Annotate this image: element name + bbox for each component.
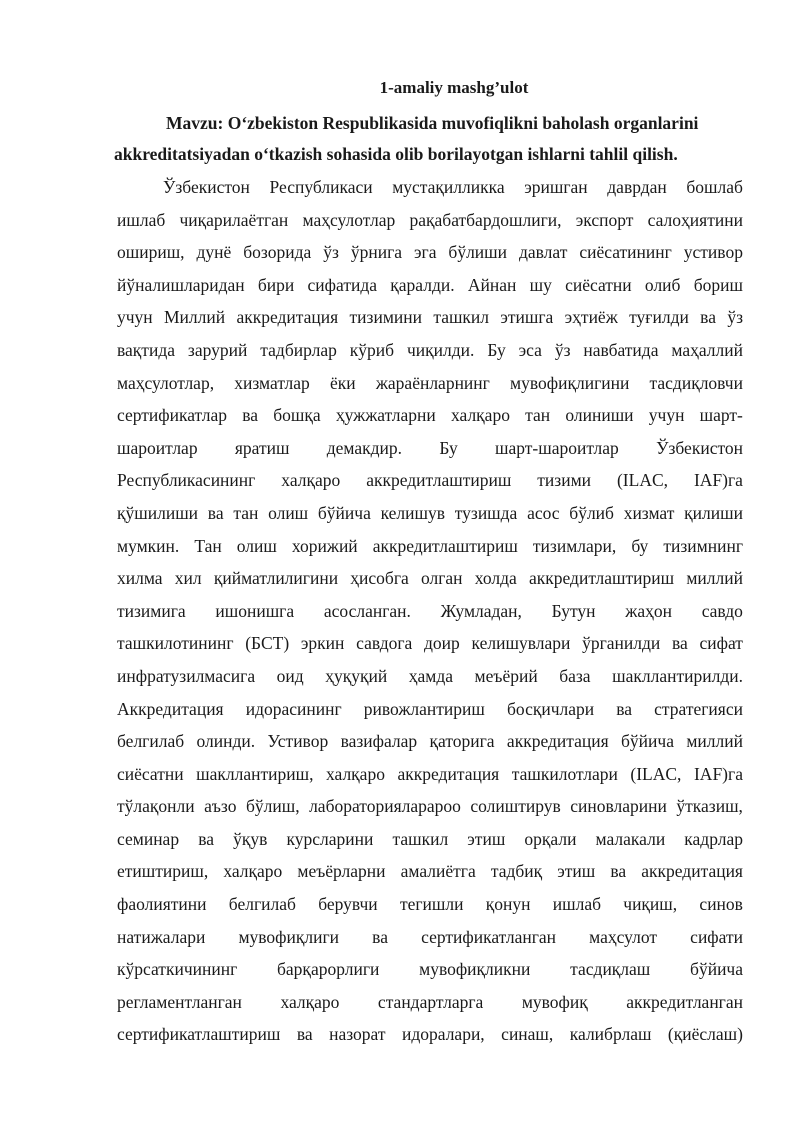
word: шарт- (699, 405, 743, 426)
word: ва (700, 307, 716, 328)
word: бошқа (273, 405, 321, 426)
paragraph-line (117, 986, 743, 1019)
word: чиқиш, (623, 894, 678, 915)
word: ўз (323, 242, 339, 263)
word: ишлаб (552, 894, 601, 915)
topic-line-1: Mavzu: O‘zbekiston Respublikasida muvofiqlikni baholash organlarini (166, 113, 699, 133)
word: этиш (467, 828, 506, 849)
word: ташкилотлари (511, 763, 618, 784)
word: маҳсулот (589, 926, 658, 947)
word: ва (296, 1024, 313, 1045)
word: тизимига (117, 600, 186, 621)
word: идоралари, (402, 1024, 485, 1045)
paragraph-line (117, 693, 743, 726)
word: орқали (524, 828, 577, 849)
word: олиб (644, 274, 681, 295)
word: назорат (329, 1024, 386, 1045)
topic-line-2: akkreditatsiyadan o‘tkazish sohasida olib borilayotgan ishlarni tahlil qilish. (114, 144, 678, 164)
word: олган (420, 568, 463, 589)
word: бири (257, 274, 295, 295)
paragraph-line (117, 758, 743, 791)
word: сертификатланган (421, 926, 557, 947)
paragraph-line (117, 855, 743, 888)
word: олиш (236, 535, 277, 556)
word: бориш (693, 274, 743, 295)
word: бўйича (621, 731, 674, 752)
word: вақтида (117, 339, 175, 360)
word: ошириш, (117, 242, 185, 263)
word: қўшилиши (117, 502, 199, 523)
word: демакдир. (326, 437, 403, 458)
word: Бу (487, 339, 506, 360)
word: мувофиқлигини (510, 372, 630, 393)
paragraph-line (117, 790, 743, 823)
word: регламентланган (117, 991, 242, 1012)
word: босқичлари (506, 698, 595, 719)
word: инфратузилмасига (117, 665, 256, 686)
word: сифати (690, 926, 743, 947)
paragraph-line (117, 921, 743, 954)
word: аккредитлаштириш (372, 535, 518, 556)
word: Жумладан, (440, 600, 522, 621)
word: (ILAC, (630, 763, 682, 784)
word: мувофиқ (521, 991, 588, 1012)
word: бўлиши (448, 242, 508, 263)
word: аккредитация (397, 763, 500, 784)
word: IAF)га (693, 470, 743, 491)
paragraph-line (117, 171, 743, 204)
word: доир (424, 633, 460, 654)
word: тан (525, 405, 551, 426)
word: эришган (524, 177, 588, 197)
word: аккредитация (236, 307, 339, 328)
word: чиқарилаётган (179, 209, 289, 230)
word: давлат (518, 242, 568, 263)
word: эса (518, 339, 542, 360)
word: Бу (439, 437, 458, 458)
word: учун (117, 307, 153, 328)
word: этиш (557, 861, 596, 882)
word: сертификатлар (117, 405, 227, 426)
word: Миллий (164, 307, 226, 328)
word: ва (242, 405, 259, 426)
word: даврдан (607, 177, 667, 197)
word: берувчи (318, 894, 378, 915)
paragraph-line (117, 497, 743, 530)
word: қилиши (684, 502, 743, 523)
word: тасдиқлаш (570, 959, 651, 980)
word: сиёсатининг (579, 242, 672, 263)
word: ва (207, 502, 224, 523)
paragraph-line (117, 236, 743, 269)
word: келишув (380, 502, 445, 523)
word: ва (671, 633, 688, 654)
word: бозорида (243, 242, 312, 263)
word: ҳамда (408, 665, 454, 686)
word: маҳсулотлар, (117, 372, 215, 393)
word: меъёрларни (297, 861, 386, 882)
word: Ўзбекистон (163, 177, 250, 197)
word: ўрганилди (582, 633, 661, 654)
word: эга (414, 242, 437, 263)
word: шароитлар (117, 437, 198, 458)
word: белгилаб (117, 731, 185, 752)
word: кўрсаткичининг (117, 959, 238, 980)
word: оид (276, 665, 304, 686)
word: жараёнларнинг (375, 372, 490, 393)
word: Республикасининг (117, 470, 256, 491)
word: вазифалар (340, 731, 418, 752)
word: эркин (300, 633, 345, 654)
word: эҳтиёж (564, 307, 618, 328)
word: хизматлар (234, 372, 310, 393)
word: белгилаб (228, 894, 296, 915)
word: тадбирлар (260, 339, 337, 360)
word: синовларини (570, 796, 667, 817)
word: меъёрий (474, 665, 538, 686)
word: сифат (699, 633, 743, 654)
word: дунё (196, 242, 232, 263)
word: сифатида (307, 274, 378, 295)
word: савдо (701, 600, 743, 621)
word: ишлаб (117, 209, 166, 230)
paragraph-line (117, 660, 743, 693)
word: Тан (194, 535, 222, 556)
word: кадрлар (684, 828, 743, 849)
paragraph-line (117, 269, 743, 302)
word: (ILAC, (616, 470, 668, 491)
word: мувофиқлиги (238, 926, 340, 947)
word: Республикаси (269, 177, 373, 197)
word: қаралди. (390, 274, 455, 295)
word: йўналишларидан (117, 274, 245, 295)
practical-lesson-title: 1-amaliy mashg’ulot (379, 78, 529, 97)
word: тасдиқловчи (649, 372, 743, 393)
word: хил (174, 568, 202, 589)
word: учун (648, 405, 685, 426)
paragraph-line (117, 464, 743, 497)
word: IAF)га (693, 763, 743, 784)
paragraph-line (117, 595, 743, 628)
word: халқаро (326, 763, 385, 784)
word: жаҳон (625, 600, 672, 621)
word: холда (474, 568, 517, 589)
word: келишувлари (471, 633, 571, 654)
word: сиёсатни (565, 274, 632, 295)
word: савдога (356, 633, 413, 654)
word: ҳисобга (350, 568, 409, 589)
word: етиштириш, (117, 861, 209, 882)
word: тадбиқ (490, 861, 543, 882)
word: тизимини (349, 307, 422, 328)
word: кўриб (349, 339, 395, 360)
word: идорасининг (245, 698, 342, 719)
word: малакали (595, 828, 666, 849)
paragraph-line (117, 562, 743, 595)
paragraph-line (117, 725, 743, 758)
word: тан (233, 502, 259, 523)
paragraph-line (117, 399, 743, 432)
word: халқаро (280, 991, 340, 1012)
word: олиниши (565, 405, 634, 426)
word: (БСТ) (245, 633, 290, 654)
word: сиёсатни (117, 763, 184, 784)
word: мумкин. (117, 535, 180, 556)
paragraph-line (117, 953, 743, 986)
paragraph-line (117, 367, 743, 400)
word: ташкил (392, 828, 449, 849)
word: тузишда (454, 502, 518, 523)
word: навбатида (583, 339, 659, 360)
word: ўз (727, 307, 743, 328)
word: солиштирув (470, 796, 561, 817)
word: тизими (537, 470, 592, 491)
word: экспорт (575, 209, 634, 230)
word: туғилди (629, 307, 689, 328)
paragraph-line (117, 627, 743, 660)
word: бўлиб (569, 502, 614, 523)
word: ривожлантириш (363, 698, 485, 719)
word: стандартларга (377, 991, 484, 1012)
word: ва (616, 698, 633, 719)
word: ва (372, 926, 388, 947)
word: маҳсулотлар (302, 209, 396, 230)
word: яратиш (234, 437, 290, 458)
word: аккредитлаштириш (529, 568, 675, 589)
word: семинар (117, 828, 180, 849)
word: натижалари (117, 926, 206, 947)
word: зарурий (187, 339, 248, 360)
word: Ўзбекистон (656, 437, 743, 458)
word: Бутун (551, 600, 596, 621)
word: аккредитация (641, 861, 743, 882)
word: маҳаллий (671, 339, 743, 360)
word: база (559, 665, 591, 686)
word: халқаро (223, 861, 283, 882)
word: калибрлаш (569, 1024, 652, 1045)
word: қаторига (429, 731, 495, 752)
word: шакллантириш, (196, 763, 314, 784)
word: бошлаб (686, 177, 743, 197)
word: бўйича (690, 959, 743, 980)
word: аккредитланган (626, 991, 743, 1012)
word: хизмат (623, 502, 675, 523)
paragraph-line (117, 823, 743, 856)
body-paragraph (117, 171, 743, 1051)
paragraph-line (117, 334, 743, 367)
word: хилма (117, 568, 163, 589)
word: тизимлари, (532, 535, 617, 556)
word: тегишли (399, 894, 464, 915)
word: шарт-шароитлар (494, 437, 619, 458)
word: чиқилди. (406, 339, 475, 360)
word: аъзо (204, 796, 237, 817)
topic-heading (114, 108, 744, 170)
word: курсларини (286, 828, 374, 849)
word: ташкил (433, 307, 490, 328)
word: халқаро (451, 405, 510, 426)
word: қийматлилигини (213, 568, 339, 589)
word: ва (610, 861, 627, 882)
word: тўлақонли (117, 796, 195, 817)
word: ҳуқуқий (325, 665, 388, 686)
word: тизимнинг (663, 535, 743, 556)
word: миллий (686, 731, 743, 752)
word: ёки (329, 372, 356, 393)
word: ҳужжатларни (335, 405, 436, 426)
word: асос (527, 502, 560, 523)
word: ўқув (233, 828, 268, 849)
word: қонун (485, 894, 531, 915)
word: барқарорлиги (277, 959, 380, 980)
word: ўрнига (350, 242, 403, 263)
word: стратегияси (654, 698, 743, 719)
word: бу (631, 535, 649, 556)
word: ўтказиш, (676, 796, 743, 817)
paragraph-line (117, 888, 743, 921)
word: синаш, (501, 1024, 554, 1045)
word: синов (699, 894, 743, 915)
paragraph-line (117, 301, 743, 334)
word: миллий (686, 568, 743, 589)
word: хорижий (291, 535, 358, 556)
word: мувофиқликни (419, 959, 531, 980)
word: Устивор (267, 731, 329, 752)
word: шакллантирилди. (612, 665, 743, 686)
word: ўз (554, 339, 571, 360)
word: олиш (268, 502, 309, 523)
word: шу (529, 274, 552, 295)
word: этишга (500, 307, 554, 328)
paragraph-line (117, 432, 743, 465)
word: амалиётга (400, 861, 476, 882)
word: рақабатбардошлиги, (409, 209, 562, 230)
word: олинди. (196, 731, 256, 752)
word: бўйича (317, 502, 371, 523)
word: лабораторияларароо (309, 796, 461, 817)
word: фаолиятини (117, 894, 207, 915)
word: ишонишга (215, 600, 295, 621)
word: асосланган. (323, 600, 411, 621)
word: сертификатлаштириш (117, 1024, 281, 1045)
word: аккредитлаштириш (366, 470, 512, 491)
word: салоҳиятини (647, 209, 743, 230)
word: бўлиш, (245, 796, 300, 817)
word: мустақилликка (392, 177, 505, 197)
paragraph-line (117, 530, 743, 563)
paragraph-line (117, 204, 743, 237)
word: Айнан (467, 274, 517, 295)
word: ташкилотининг (117, 633, 234, 654)
word: ва (198, 828, 214, 849)
paragraph-line (117, 1018, 743, 1051)
word: (қиёслаш) (667, 1024, 743, 1045)
word: Аккредитация (117, 698, 224, 719)
word: аккредитация (506, 731, 609, 752)
word: халқаро (281, 470, 341, 491)
word: устивор (683, 242, 743, 263)
